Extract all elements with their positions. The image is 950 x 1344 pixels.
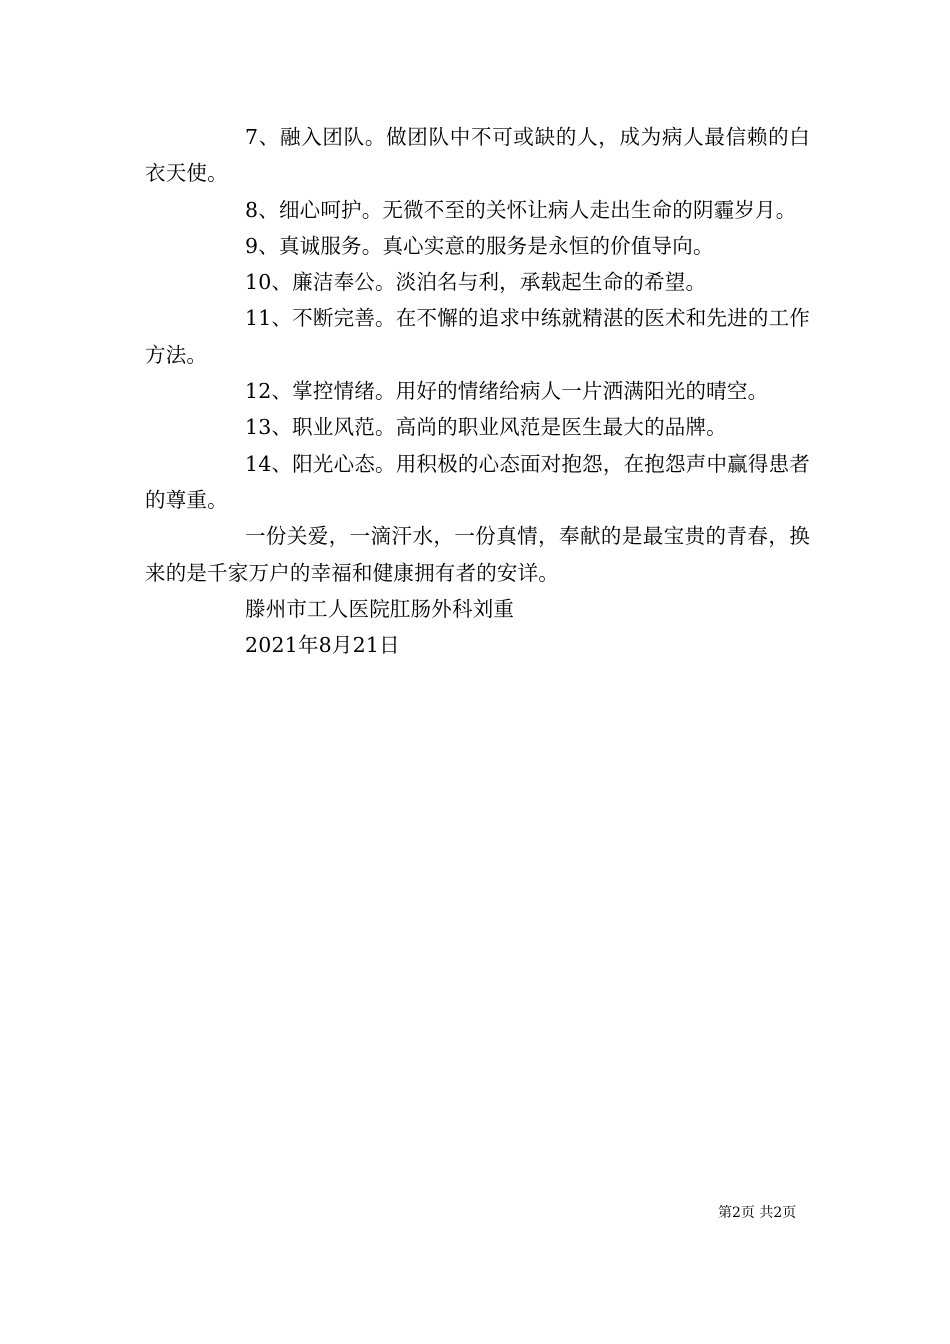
paragraph-item-7: 7、融入团队。做团队中不可或缺的人，成为病人最信赖的白衣天使。 bbox=[145, 125, 810, 186]
closing-paragraph: 一份关爱，一滴汗水，一份真情，奉献的是最宝贵的青春，换来的是千家万户的幸福和健康拥有者的安详。 bbox=[145, 524, 810, 585]
paragraph-item-13: 13、职业风范。高尚的职业风范是医生最大的品牌。 bbox=[245, 415, 727, 440]
paragraph-item-10: 10、廉洁奉公。淡泊名与利，承载起生命的希望。 bbox=[245, 270, 707, 295]
document-body bbox=[145, 119, 810, 663]
paragraph-item-9: 9、真诚服务。真心实意的服务是永恒的价值导向。 bbox=[245, 233, 714, 258]
paragraph-item-12: 12、掌控情绪。用好的情绪给病人一片洒满阳光的晴空。 bbox=[245, 379, 769, 404]
paragraph-item-8: 8、细心呵护。无微不至的关怀让病人走出生命的阴霾岁月。 bbox=[245, 197, 797, 222]
page-number-footer: 第2页 共2页 bbox=[718, 1205, 797, 1221]
date: 2021年8月21日 bbox=[245, 633, 400, 658]
signature: 滕州市工人医院肛肠外科刘重 bbox=[245, 596, 515, 621]
paragraph-item-14: 14、阳光心态。用积极的心态面对抱怨，在抱怨声中赢得患者的尊重。 bbox=[145, 451, 810, 512]
paragraph-item-11: 11、不断完善。在不懈的追求中练就精湛的医术和先进的工作方法。 bbox=[145, 306, 810, 367]
